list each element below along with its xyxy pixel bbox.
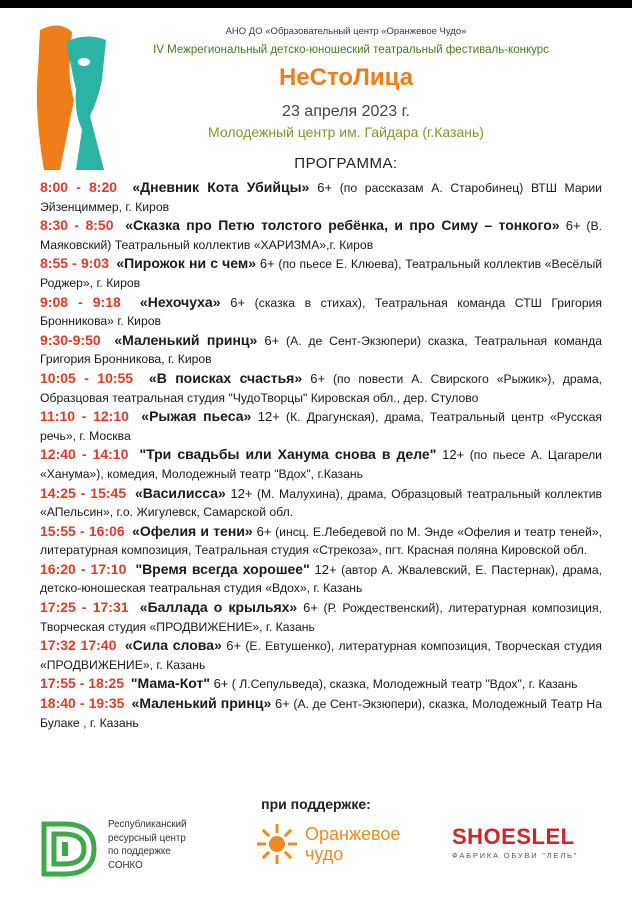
program-item xyxy=(40,694,602,732)
program-title: ПРОГРАММА: xyxy=(294,155,398,172)
program-item xyxy=(40,178,602,216)
program-time: 8:30 - 8:50 xyxy=(40,217,114,234)
program-time: 9:08 - 9:18 xyxy=(40,293,121,310)
program-age: 6+ xyxy=(220,294,246,310)
program-details: (по пьесе Е. Клюева), Театральный коллектив «Весёлый Роджер», г. Киров xyxy=(40,257,603,290)
program-age: 6+ xyxy=(309,180,333,195)
program-item xyxy=(40,445,602,483)
program-details: ( Л.Сепульведа), сказка, Молодежный театр "Вдох", г. Казань xyxy=(228,677,578,692)
oranzh-letter: О xyxy=(305,824,320,844)
program-item xyxy=(40,598,602,636)
program-time: 15:55 - 16:06 xyxy=(40,522,125,539)
support-label: при поддержке: xyxy=(261,796,371,812)
program-details: (Р. Рождественский), литературная композиция, Творческая студия «ПРОДВИЖЕНИЕ», г. Казань xyxy=(40,601,602,634)
festival-date: 23 апреля 2023 г. xyxy=(282,103,410,120)
program-details: (автор А. Жвалевский, Е. Пастернак), драма, детско-юношеская театральная студия «Вдох», г. Казань xyxy=(40,562,602,596)
program-age: 6+ xyxy=(257,332,280,348)
program-age: 12+ xyxy=(225,485,253,501)
program-item xyxy=(40,407,602,445)
program-age: 6+ xyxy=(256,256,275,272)
program-details: (Е. Евтушенко), литературная композиция, Творческая студия «ПРОДВИЖЕНИЕ», г. Казань xyxy=(40,639,602,672)
program-list xyxy=(40,178,602,732)
sonko-line: по поддержке xyxy=(108,846,171,857)
program-item xyxy=(40,293,602,331)
program-time: 14:25 - 15:45 xyxy=(40,484,127,501)
program-title-text: «Маленький принц» xyxy=(131,695,272,712)
sonko-line: СОНКО xyxy=(108,859,143,871)
program-title-text: «Баллада о крыльях» xyxy=(139,599,298,616)
program-title-text: «Маленький принц» xyxy=(114,331,258,348)
organizer-line: АНО ДО «Образовательный центр «Оранжевое Чудо» xyxy=(225,26,467,37)
sonko-logo xyxy=(40,820,98,878)
program-item xyxy=(40,331,602,369)
sonko-line: Республиканский xyxy=(108,819,187,830)
program-age: 12+ xyxy=(309,561,337,577)
top-border xyxy=(0,0,632,8)
program-age: 6+ xyxy=(252,523,272,539)
program-time: 8:55 - 9:03 xyxy=(40,255,110,272)
program-time: 17:55 - 18:25 xyxy=(40,675,125,692)
program-title-text: «Рыжая пьеса» xyxy=(141,408,252,425)
oranzh-line: чудо xyxy=(305,844,344,864)
shoeslel-subtitle: ФАБРИКА ОБУВИ "ЛЕЛЬ" xyxy=(452,851,579,860)
program-age: 6+ xyxy=(297,600,318,616)
program-details: (А. де Сент-Экзюпери) сказка, Театральная команда Григория Бронникова, г. Киров xyxy=(40,333,603,367)
program-time: 10:05 - 10:55 xyxy=(40,369,134,386)
program-item xyxy=(40,484,602,522)
program-time: 12:40 - 14:10 xyxy=(40,446,129,463)
festival-venue: Молодежный центр им. Гайдара (г.Казань) xyxy=(208,124,484,140)
festival-name: НеСтоЛица xyxy=(278,64,414,91)
program-title-text: «В поисках счастья» xyxy=(148,369,303,386)
program-age: 12+ xyxy=(436,447,465,463)
program-details: (по пьесе А. Цагарели «Ханума»), комедия, Молодежный театр "Вдох", г.Казань xyxy=(40,448,602,481)
program-age: 6+ xyxy=(221,638,242,654)
program-title-text: «Нехочуха» xyxy=(139,293,221,310)
program-time: 8:00 - 8:20 xyxy=(40,179,118,195)
program-item xyxy=(40,636,602,674)
program-title-text: «Офелия и тени» xyxy=(132,522,253,539)
sonko-line: ресурсный центр xyxy=(108,832,186,844)
program-title-text: «Пирожок ни с чем» xyxy=(116,255,257,272)
program-details: (по рассказам А. Старобинец) ВТШ Марии Эйзенциммер, г. Киров xyxy=(40,181,602,214)
program-details: (В. Маяковский) Театральный коллектив «ХАРИЗМА»,г. Киров xyxy=(40,219,603,252)
oranzh-line: ранжевое xyxy=(319,824,401,844)
program-item xyxy=(40,254,602,292)
shoeslel-logo: SHOESLEL xyxy=(452,824,575,849)
program-age: 6+ xyxy=(209,676,229,692)
program-age: 6+ xyxy=(302,370,326,386)
program-title-text: «Дневник Кота Убийцы» xyxy=(132,179,310,195)
festival-line: IV Межрегиональный детско-юношеский театральный фестиваль-конкурс xyxy=(153,44,549,56)
program-details: (А. де Сент-Экзюпери), сказка, Молодежный Театр На Булаке , г. Казань xyxy=(40,697,602,730)
program-details: (К. Драгунская), драма, Театральный центр «Русская речь», г. Москва xyxy=(40,410,603,443)
sun-logo-icon xyxy=(255,822,299,866)
program-title-text: «Сила слова» xyxy=(124,637,222,654)
sonko-text xyxy=(108,818,218,872)
program-details: (М. Малухина), драма, Образцовый театральный коллектив «АПельсин», г.о. Жигулевск, Самарской обл. xyxy=(40,486,603,520)
program-title-text: "Мама-Кот" xyxy=(130,675,210,692)
program-age: 6+ xyxy=(271,696,290,712)
program-item xyxy=(40,674,602,694)
program-age: 6+ xyxy=(559,218,581,234)
program-item xyxy=(40,522,602,560)
program-time: 17:25 - 17:31 xyxy=(40,599,129,616)
program-item xyxy=(40,369,602,407)
program-time: 16:20 - 17:10 xyxy=(40,560,127,577)
program-age: 12+ xyxy=(251,409,280,425)
program-title-text: «Василисса» xyxy=(134,484,226,501)
program-title-text: "Три свадьбы или Ханума снова в деле" xyxy=(139,446,437,463)
theater-mask-logo xyxy=(30,20,110,170)
oranzh-chudo-wordmark xyxy=(305,824,400,864)
program-time: 11:10 - 12:10 xyxy=(40,408,129,425)
program-time: 17:32 17:40 xyxy=(40,637,117,654)
program-time: 18:40 - 19:35 xyxy=(40,695,125,712)
program-item xyxy=(40,560,602,598)
program-time: 9:30-9:50 xyxy=(40,331,101,348)
program-details: (по повести А. Свирского «Рыжик»), драма, Образцовая театральная студия "ЧудоТворцы" Кировская обл., дер. Стулово xyxy=(40,371,602,405)
program-title-text: "Время всегда хорошее" xyxy=(135,560,310,577)
program-details: (сказка в стихах), Театральная команда СТШ Григория Бронникова» г. Киров xyxy=(40,295,602,329)
program-details: (инсц. Е.Лебедевой по М. Энде «Офелия и театр теней», литературная композиция, Театральная студия «Стрекоза», пгт. Красная поляна Кировской обл. xyxy=(40,524,603,558)
program-title-text: «Сказка про Петю толстого ребёнка, и про Симу – тонкого» xyxy=(125,217,560,234)
program-item xyxy=(40,216,602,254)
